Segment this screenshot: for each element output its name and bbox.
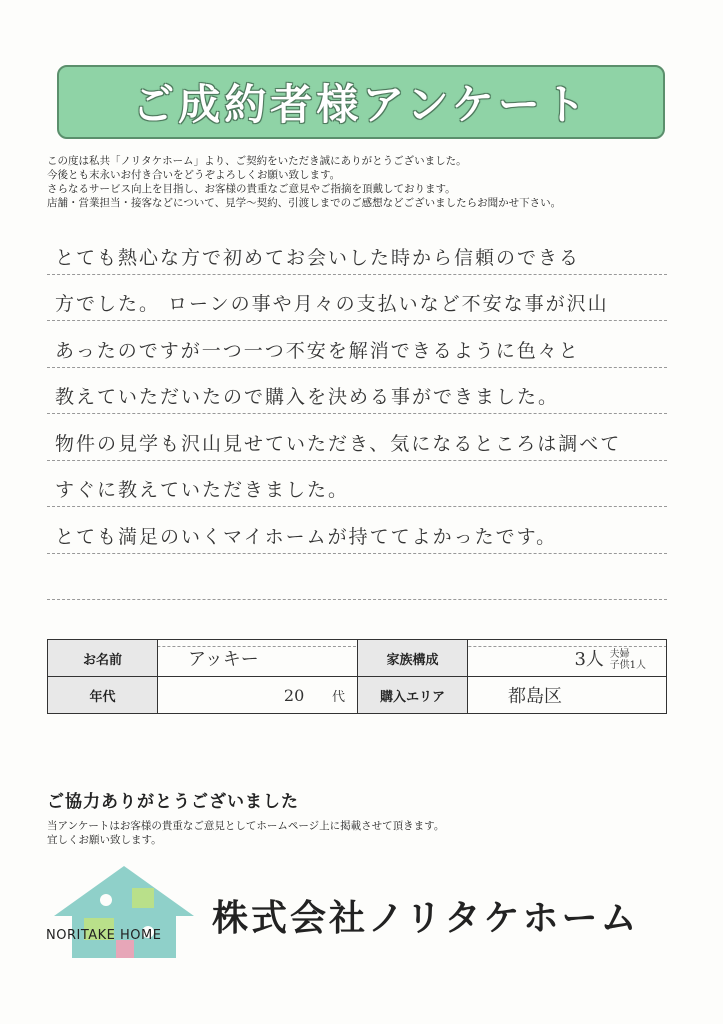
intro-line: この度は私共「ノリタケホーム」より、ご契約をいただき誠にありがとうございました。 bbox=[47, 155, 467, 167]
answer-line bbox=[47, 554, 667, 601]
intro-line: 今後とも末永いお付き合いをどうぞよろしくお願い致します。 bbox=[47, 169, 341, 181]
answer-line: 物件の見学も沢山見せていただき、気になるところは調べて bbox=[47, 414, 667, 461]
area-label: 購入エリア bbox=[358, 677, 468, 714]
answer-line: 教えていただいたので購入を決める事ができました。 bbox=[47, 368, 667, 415]
family-value-cell bbox=[468, 640, 667, 677]
family-value: 3人 bbox=[574, 649, 604, 670]
note-line: 当アンケートはお客様の貴重なご意見としてホームページ上に掲載させて頂きます。 bbox=[47, 820, 445, 832]
logo-text: NORITAKE HOME bbox=[46, 928, 162, 943]
age-label: 年代 bbox=[48, 677, 158, 714]
family-note-1: 夫婦 bbox=[609, 649, 630, 660]
family-note bbox=[610, 649, 646, 671]
family-note-2: 子供1人 bbox=[609, 660, 646, 671]
title-banner bbox=[57, 65, 665, 139]
answer-line: 方でした。 ローンの事や月々の支払いなど不安な事が沢山 bbox=[47, 275, 667, 322]
answer-line: すぐに教えていただきました。 bbox=[47, 461, 667, 508]
note-line: 宜しくお願い致します。 bbox=[47, 834, 162, 846]
publication-note bbox=[47, 819, 444, 847]
area-value: 都島区 bbox=[468, 677, 667, 714]
intro-text bbox=[47, 154, 687, 210]
company-name: 株式会社ノリタケホーム bbox=[212, 898, 640, 939]
intro-line: さらなるサービス向上を目指し、お客様の貴重なご意見やご指摘を頂戴しております。 bbox=[47, 183, 456, 195]
thanks-heading: ご協力ありがとうございました bbox=[47, 792, 299, 812]
family-label: 家族構成 bbox=[358, 640, 468, 677]
house-puzzle-logo-icon bbox=[44, 858, 204, 968]
customer-info-table bbox=[47, 639, 667, 714]
answer-line: とても熱心な方で初めてお会いした時から信頼のできる bbox=[47, 228, 667, 275]
name-value: アッキー bbox=[158, 640, 358, 677]
name-label: お名前 bbox=[48, 640, 158, 677]
table-row bbox=[48, 640, 667, 677]
answer-line: とても満足のいくマイホームが持ててよかったです。 bbox=[47, 507, 667, 554]
age-unit: 代 bbox=[331, 689, 345, 705]
table-row bbox=[48, 677, 667, 714]
age-value-cell bbox=[158, 677, 358, 714]
answer-line: あったのですが一つ一つ不安を解消できるように色々と bbox=[47, 321, 667, 368]
handwritten-answer bbox=[47, 228, 667, 647]
age-value: 20 bbox=[283, 685, 305, 705]
intro-line: 店舗・営業担当・接客などについて、見学～契約、引渡しまでのご感想などございましたらお聞かせ下さい。 bbox=[47, 197, 562, 209]
page-title: ご成約者様アンケート bbox=[132, 80, 590, 129]
